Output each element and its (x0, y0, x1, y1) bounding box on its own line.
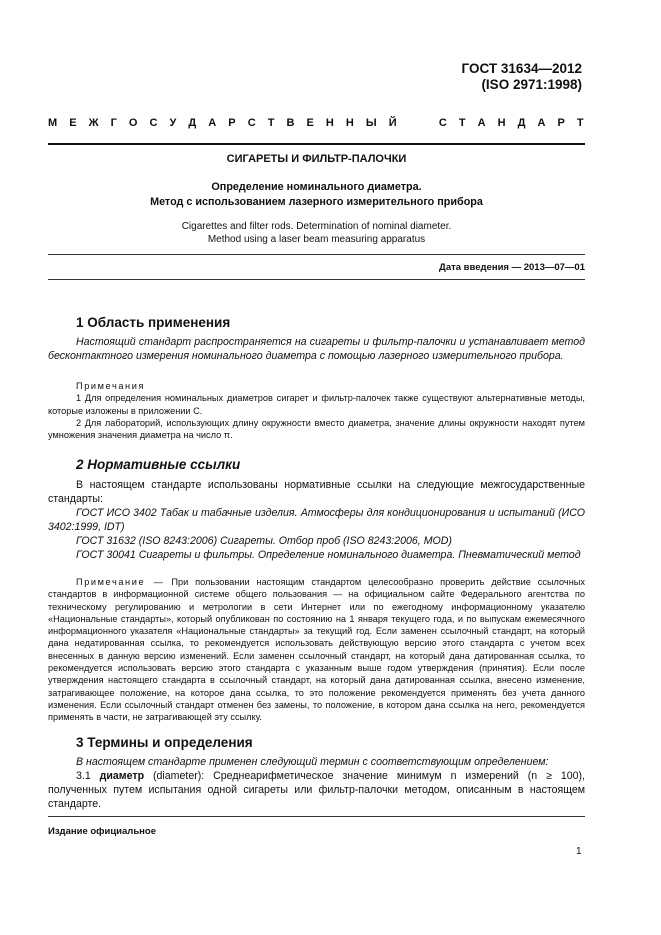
banner-letter: Ы (365, 117, 377, 129)
document-title: СИГАРЕТЫ И ФИЛЬТР-ПАЛОЧКИ (226, 153, 407, 165)
banner-letter: Р (228, 117, 236, 129)
footer-rule (48, 816, 585, 817)
banner-letter: Е (69, 117, 77, 129)
banner-letter: М (48, 117, 58, 129)
banner-letter: С (438, 117, 447, 129)
section-1-heading (76, 314, 230, 332)
section-1-heading-text: 1 Область применения (76, 315, 231, 330)
title-rule-top (48, 254, 585, 255)
interstate-standard-banner (48, 117, 584, 129)
banner-letter: Г (110, 117, 117, 129)
note-text: При пользовании настоящим стандартом целесообразно проверить действие ссылочных стандартов в информационной системе общего пользования — на официальном сайте Федерального агентства по техническому регулированию и метрологии в сети Интернет или по ежегодному информационному указателю «Национальные стандарты», который опубликован по состоянию на 1 января текущего года, и по выпускам ежемесячного информационного указателя «Национальные стандарты» за текущий год. Если заменен ссылочный стандарт, на который дана недатированная ссылка, то рекомендуется использовать действующую версию этого стандарта с учетом всех внесенных в данную версию изменений. Если заменен ссылочный стандарт, на который дана датированная ссылка, то рекомендуется использовать версию этого стандарта с указанным выше годом утверждения (принятия). Если после утверждения настоящего стандарта в ссылочный стандарт, на который дана датированная ссылка, внесено изменение, затрагивающее положение, на которое дана ссылка, то это положение рекомендуется применять без учета данного изменения. Если ссылочный стандарт отменен без замены, то положение, в котором дана ссылка на него, рекомендуется применять в части, не затрагивающей эту ссылку. (48, 577, 585, 723)
banner-letter: А (208, 117, 217, 129)
banner-letter: Т (576, 117, 584, 129)
banner-letter (409, 117, 412, 129)
english-title-line-1: Cigarettes and filter rods. Determination of nominal diameter. (181, 221, 452, 232)
banner-letter: Е (306, 117, 314, 129)
section-2-note (48, 576, 585, 724)
term: диаметр (99, 770, 145, 782)
subtitle-line-2: Метод с использованием лазерного измерительного прибора (150, 196, 483, 208)
banner-letter: Й (388, 117, 397, 129)
section-1-text (48, 335, 585, 363)
banner-letter: С (247, 117, 256, 129)
reference-2: ГОСТ 31632 (ISO 8243:2006) Сигареты. Отбор проб (ISO 8243:2006, MOD) (76, 535, 452, 547)
banner-letter (424, 117, 427, 129)
banner-letter: У (169, 117, 177, 129)
document-subtitle (48, 180, 585, 210)
section-2-body (48, 478, 585, 562)
notes-label: Примечания (76, 381, 146, 391)
subtitle-line-1: Определение номинального диаметра. (211, 181, 422, 193)
banner-letter: А (537, 117, 546, 129)
english-title-line-2: Method using a laser beam measuring apparatus (207, 234, 426, 245)
official-edition-label: Издание официальное (48, 826, 156, 837)
banner-letter: А (477, 117, 486, 129)
section-3-heading (76, 734, 253, 752)
section-2-intro: В настоящем стандарте использованы нормативные ссылки на следующие межгосударственные стандарты: (48, 479, 585, 505)
introduction-date: Дата введения — 2013—07—01 (439, 262, 585, 273)
banner-letter: Н (325, 117, 334, 129)
standard-designation (462, 61, 582, 93)
section-3-heading-text: 3 Термины и определения (76, 735, 253, 750)
title-rule-bottom (48, 279, 585, 280)
definition-text: (diameter): Среднеарифметическое значение минимум n измерений (n ≥ 100), полученных путем испытания одной сигареты или фильтр-палочки методом, описанным в настоящем стандарте. (48, 770, 585, 810)
banner-letter: О (128, 117, 138, 129)
iso-number: (ISO 2971:1998) (481, 77, 582, 92)
note-2: 2 Для лабораторий, использующих длину окружности вместо диаметра, значение длины окружности находят путем умножения значения диаметра на число π. (48, 417, 585, 441)
reference-1: ГОСТ ИСО 3402 Табак и табачные изделия. Атмосферы для кондиционирования и испытаний (ИСО 3402:1999, IDT) (48, 507, 585, 533)
banner-letter: Д (188, 117, 197, 129)
section-2-heading-text: 2 Нормативные ссылки (76, 457, 241, 472)
section-3-intro: В настоящем стандарте применен следующий термин с соответствующим определением: (76, 756, 549, 768)
term-definition (48, 769, 585, 811)
banner-letter: Р (557, 117, 565, 129)
section-3-body (48, 755, 585, 811)
section-2-heading (76, 456, 240, 474)
term-number: 3.1 (76, 770, 91, 782)
banner-letter: Н (497, 117, 506, 129)
banner-letter: Т (267, 117, 275, 129)
english-title (48, 220, 585, 246)
section-1-notes (48, 380, 585, 441)
banner-letter: Т (458, 117, 466, 129)
banner-letter: С (149, 117, 158, 129)
banner-letter: Ж (88, 117, 99, 129)
banner-letter: Н (345, 117, 354, 129)
banner-letter: В (286, 117, 295, 129)
note-label: Примечание — (76, 577, 165, 587)
page-number: 1 (576, 846, 582, 857)
gost-number: ГОСТ 31634—2012 (461, 61, 582, 76)
section-1-paragraph: Настоящий стандарт распространяется на сигареты и фильтр-палочки и устанавливает метод бесконтактного измерения номинального диаметра с помощью лазерного измерительного прибора. (48, 336, 585, 362)
banner-letter: Д (517, 117, 526, 129)
reference-3: ГОСТ 30041 Сигареты и фильтры. Определение номинального диаметра. Пневматический метод (76, 549, 581, 561)
note-1: 1 Для определения номинальных диаметров сигарет и фильтр-палочек также существуют альтернативные методы, которые изложены в приложении С. (48, 393, 585, 416)
header-rule (48, 143, 585, 145)
section-2-note-paragraph (48, 576, 585, 724)
